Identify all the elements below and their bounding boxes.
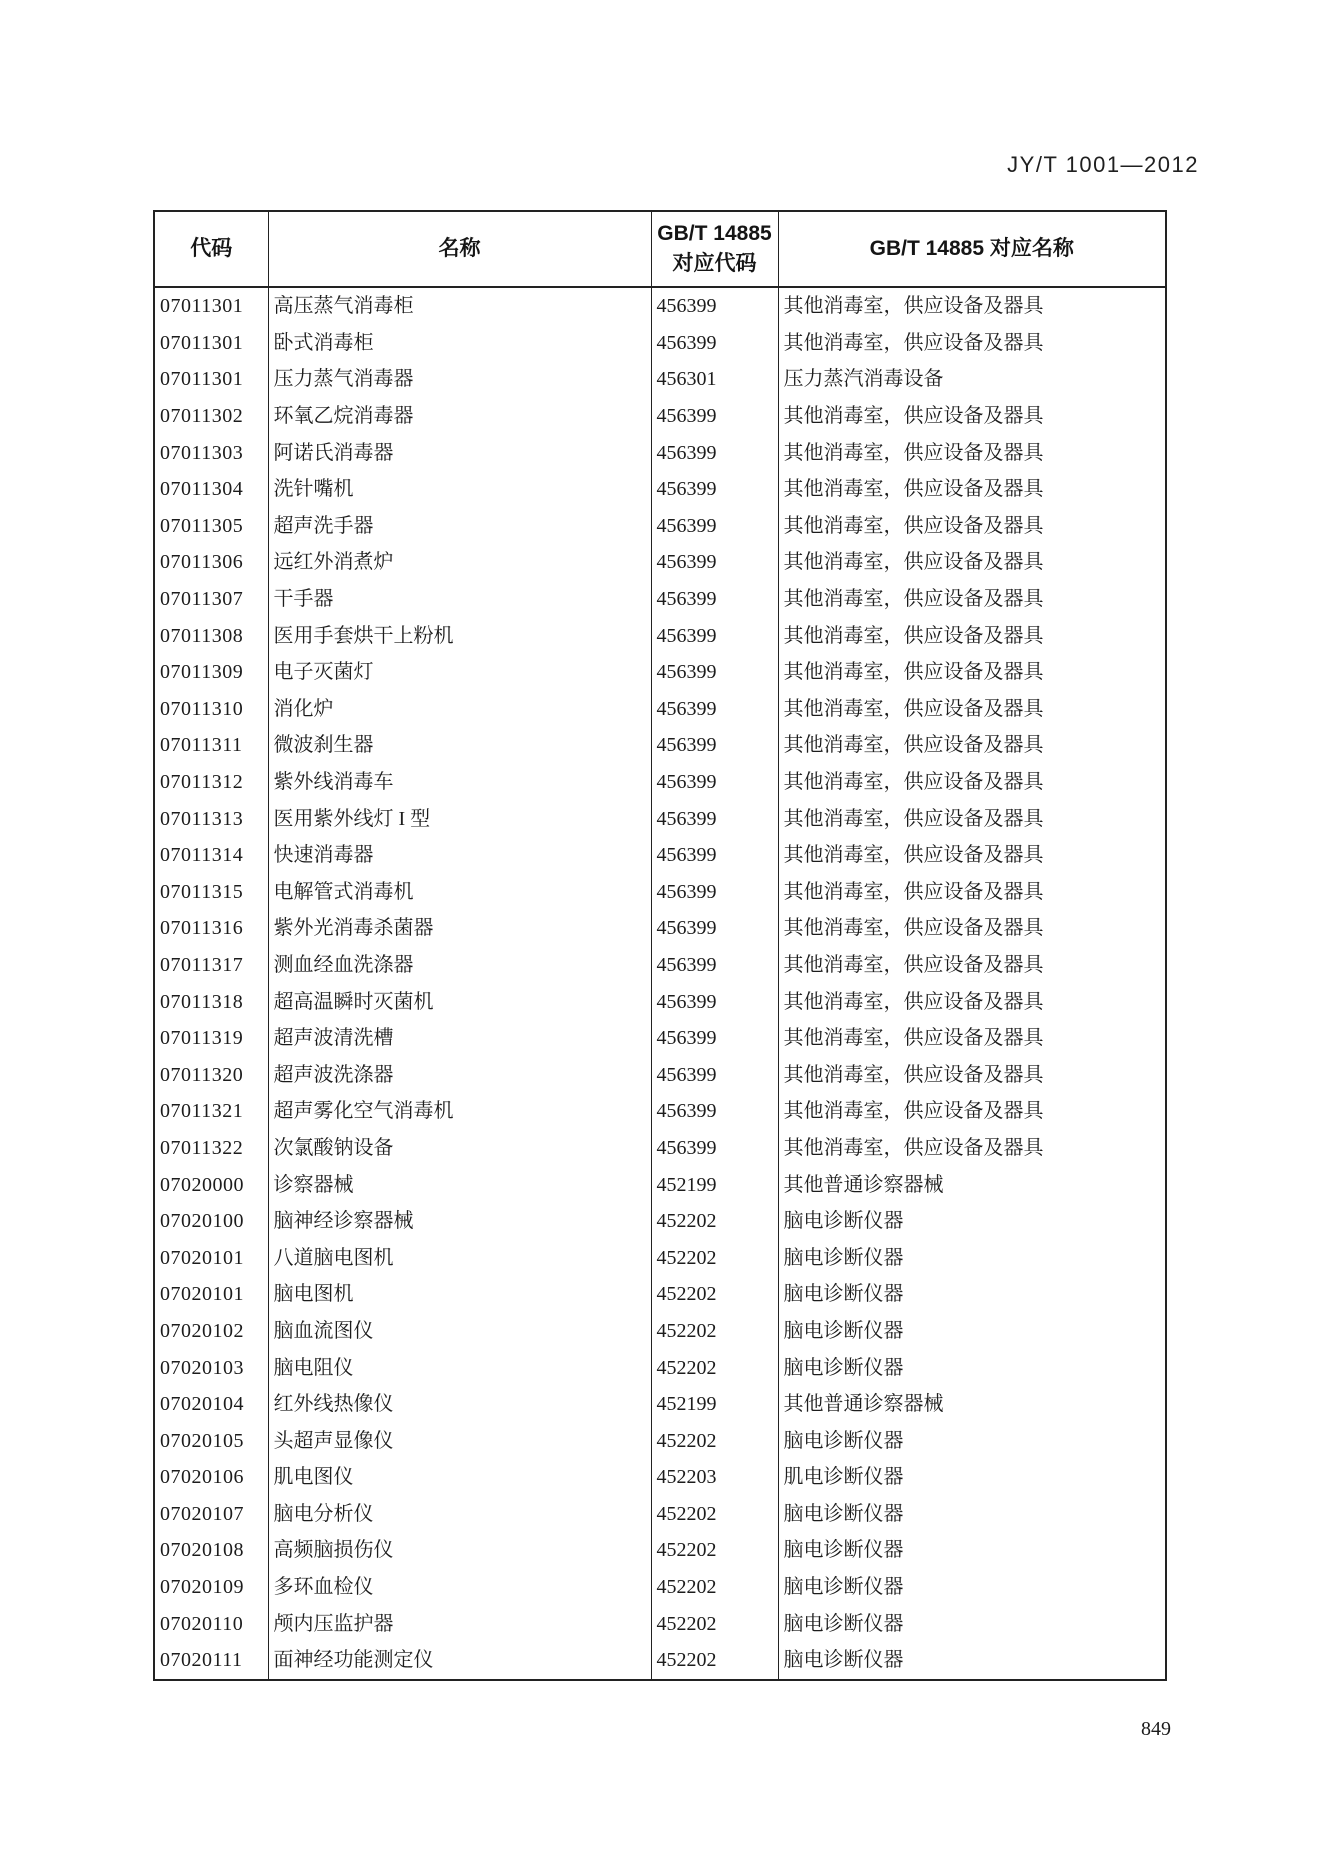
cell-name: 肌电图仪	[268, 1459, 651, 1496]
cell-name: 八道脑电图机	[268, 1239, 651, 1276]
cell-gbt-name: 脑电诊断仪器	[778, 1605, 1166, 1642]
table-row	[154, 1459, 1166, 1496]
cell-name: 微波刹生器	[268, 727, 651, 764]
cell-code: 07011311	[160, 734, 243, 757]
cell-gbt-code: 452202	[651, 1349, 778, 1386]
cell-gbt-name: 其他消毒室，供应设备及器具	[778, 947, 1166, 984]
cell-name: 电子灭菌灯	[268, 654, 651, 691]
cell-name: 医用手套烘干上粉机	[268, 617, 651, 654]
cell-gbt-name: 脑电诊断仪器	[778, 1349, 1166, 1386]
cell-code: 07011320	[160, 1063, 244, 1086]
cell-name: 电解管式消毒机	[268, 874, 651, 911]
cell-gbt-code: 456301	[651, 361, 778, 398]
cell-gbt-name: 脑电诊断仪器	[778, 1642, 1166, 1680]
table-row	[154, 983, 1166, 1020]
cell-gbt-code: 452203	[651, 1459, 778, 1496]
cell-gbt-code: 452202	[651, 1496, 778, 1533]
table-row	[154, 287, 1166, 325]
cell-gbt-name: 脑电诊断仪器	[778, 1569, 1166, 1606]
cell-name: 次氯酸钠设备	[268, 1130, 651, 1167]
cell-name: 脑神经诊察器械	[268, 1203, 651, 1240]
cell-gbt-name: 压力蒸汽消毒设备	[778, 361, 1166, 398]
table-row	[154, 691, 1166, 728]
cell-gbt-code: 456399	[651, 983, 778, 1020]
cell-name: 远红外消煮炉	[268, 544, 651, 581]
cell-code: 07020101	[160, 1246, 244, 1269]
cell-code: 07011301	[160, 368, 244, 391]
cell-gbt-name: 脑电诊断仪器	[778, 1239, 1166, 1276]
col-header-name: 名称	[268, 211, 651, 287]
cell-gbt-code: 456399	[651, 800, 778, 837]
cell-code: 07011304	[160, 478, 244, 501]
cell-gbt-name: 脑电诊断仪器	[778, 1532, 1166, 1569]
header-row	[154, 211, 1166, 287]
cell-gbt-name: 其他消毒室，供应设备及器具	[778, 544, 1166, 581]
cell-gbt-code: 452202	[651, 1569, 778, 1606]
cell-gbt-name: 其他消毒室，供应设备及器具	[778, 983, 1166, 1020]
cell-name: 脑血流图仪	[268, 1313, 651, 1350]
cell-code: 07011302	[160, 405, 244, 428]
cell-gbt-code: 456399	[651, 581, 778, 618]
cell-code: 07011301	[160, 295, 244, 318]
cell-code: 07011316	[160, 917, 244, 940]
cell-gbt-name: 其他消毒室，供应设备及器具	[778, 471, 1166, 508]
cell-code: 07011318	[160, 990, 244, 1013]
cell-gbt-code: 456399	[651, 1093, 778, 1130]
table-row	[154, 1093, 1166, 1130]
cell-name: 紫外线消毒车	[268, 764, 651, 801]
table-row	[154, 764, 1166, 801]
table-row	[154, 727, 1166, 764]
cell-code: 07011308	[160, 624, 244, 647]
cell-code: 07020102	[160, 1319, 244, 1342]
mapping-table	[153, 210, 1167, 1681]
table-row	[154, 1020, 1166, 1057]
cell-code: 07011314	[160, 844, 244, 867]
cell-name: 颅内压监护器	[268, 1605, 651, 1642]
cell-name: 超声波洗涤器	[268, 1056, 651, 1093]
cell-gbt-name: 其他消毒室，供应设备及器具	[778, 764, 1166, 801]
doc-standard-number: JY/T 1001—2012	[1007, 152, 1199, 177]
cell-gbt-name: 其他消毒室，供应设备及器具	[778, 691, 1166, 728]
table-row	[154, 874, 1166, 911]
table-row	[154, 1532, 1166, 1569]
cell-gbt-name: 其他消毒室，供应设备及器具	[778, 837, 1166, 874]
cell-code: 07011301	[160, 331, 244, 354]
col-header-gbt-code	[651, 211, 778, 287]
cell-code: 07011315	[160, 880, 244, 903]
table-row	[154, 361, 1166, 398]
table-row	[154, 910, 1166, 947]
cell-gbt-name: 其他消毒室，供应设备及器具	[778, 325, 1166, 362]
cell-gbt-name: 其他消毒室，供应设备及器具	[778, 910, 1166, 947]
cell-code: 07020104	[160, 1393, 244, 1416]
table-row	[154, 544, 1166, 581]
cell-code: 07011306	[160, 551, 244, 574]
cell-code: 07011313	[160, 807, 244, 830]
cell-name: 诊察器械	[268, 1166, 651, 1203]
table-row	[154, 581, 1166, 618]
cell-gbt-code: 452202	[651, 1642, 778, 1680]
cell-name: 脑电阻仪	[268, 1349, 651, 1386]
cell-gbt-name: 脑电诊断仪器	[778, 1422, 1166, 1459]
cell-gbt-code: 456399	[651, 544, 778, 581]
cell-gbt-code: 456399	[651, 947, 778, 984]
table-row	[154, 1276, 1166, 1313]
cell-gbt-code: 456399	[651, 398, 778, 435]
cell-gbt-code: 452199	[651, 1166, 778, 1203]
cell-gbt-code: 456399	[651, 508, 778, 545]
cell-gbt-code: 452202	[651, 1422, 778, 1459]
table-row	[154, 1130, 1166, 1167]
table-row	[154, 471, 1166, 508]
table-row	[154, 800, 1166, 837]
cell-name: 脑电分析仪	[268, 1496, 651, 1533]
cell-gbt-code: 452199	[651, 1386, 778, 1423]
cell-gbt-name: 脑电诊断仪器	[778, 1203, 1166, 1240]
cell-gbt-code: 452202	[651, 1605, 778, 1642]
cell-name: 头超声显像仪	[268, 1422, 651, 1459]
cell-name: 多环血检仪	[268, 1569, 651, 1606]
cell-name: 脑电图机	[268, 1276, 651, 1313]
col-header-code: 代码	[154, 211, 268, 287]
cell-gbt-name: 其他消毒室，供应设备及器具	[778, 874, 1166, 911]
table-row	[154, 1422, 1166, 1459]
cell-code: 07020107	[160, 1502, 244, 1525]
table-row	[154, 617, 1166, 654]
table-row	[154, 1642, 1166, 1680]
table-row	[154, 1605, 1166, 1642]
cell-code: 07020101	[160, 1283, 244, 1306]
cell-name: 超声波清洗槽	[268, 1020, 651, 1057]
cell-code: 07011322	[160, 1136, 244, 1159]
cell-code: 07020105	[160, 1429, 244, 1452]
cell-gbt-code: 452202	[651, 1203, 778, 1240]
cell-code: 07020108	[160, 1539, 244, 1562]
cell-name: 超高温瞬时灭菌机	[268, 983, 651, 1020]
table-row	[154, 1386, 1166, 1423]
cell-name: 高压蒸气消毒柜	[268, 287, 651, 325]
cell-gbt-name: 其他消毒室，供应设备及器具	[778, 398, 1166, 435]
cell-name: 医用紫外线灯 I 型	[268, 800, 651, 837]
cell-gbt-code: 456399	[651, 874, 778, 911]
cell-code: 07020106	[160, 1466, 244, 1489]
cell-gbt-code: 452202	[651, 1239, 778, 1276]
table-row	[154, 1496, 1166, 1533]
cell-code: 07020110	[160, 1612, 244, 1635]
table-row	[154, 1239, 1166, 1276]
cell-gbt-code: 456399	[651, 287, 778, 325]
cell-code: 07011305	[160, 514, 244, 537]
table-row	[154, 837, 1166, 874]
cell-name: 环氧乙烷消毒器	[268, 398, 651, 435]
table-row	[154, 1203, 1166, 1240]
cell-gbt-code: 456399	[651, 434, 778, 471]
cell-code: 07011317	[160, 953, 244, 976]
cell-gbt-name: 脑电诊断仪器	[778, 1496, 1166, 1533]
cell-name: 超声洗手器	[268, 508, 651, 545]
cell-code: 07011321	[160, 1100, 244, 1123]
table-row	[154, 434, 1166, 471]
cell-gbt-name: 其他消毒室，供应设备及器具	[778, 508, 1166, 545]
cell-gbt-code: 456399	[651, 325, 778, 362]
cell-gbt-code: 456399	[651, 654, 778, 691]
cell-gbt-name: 其他普通诊察器械	[778, 1166, 1166, 1203]
cell-name: 压力蒸气消毒器	[268, 361, 651, 398]
cell-gbt-code: 456399	[651, 1130, 778, 1167]
cell-gbt-name: 肌电诊断仪器	[778, 1459, 1166, 1496]
col-header-gbt-name: GB/T 14885 对应名称	[778, 211, 1166, 287]
col-header-gbt-code-line1: GB/T 14885	[657, 221, 772, 245]
cell-gbt-code: 456399	[651, 727, 778, 764]
cell-gbt-code: 452202	[651, 1276, 778, 1313]
cell-gbt-name: 脑电诊断仪器	[778, 1276, 1166, 1313]
table-row	[154, 1056, 1166, 1093]
cell-code: 07020000	[160, 1173, 244, 1196]
cell-name: 卧式消毒柜	[268, 325, 651, 362]
cell-name: 干手器	[268, 581, 651, 618]
cell-gbt-name: 其他消毒室，供应设备及器具	[778, 1056, 1166, 1093]
cell-gbt-name: 其他消毒室，供应设备及器具	[778, 1093, 1166, 1130]
cell-gbt-name: 其他普通诊察器械	[778, 1386, 1166, 1423]
table-row	[154, 1349, 1166, 1386]
cell-gbt-name: 其他消毒室，供应设备及器具	[778, 617, 1166, 654]
cell-gbt-name: 其他消毒室，供应设备及器具	[778, 287, 1166, 325]
cell-code: 07011303	[160, 441, 244, 464]
cell-gbt-name: 其他消毒室，供应设备及器具	[778, 727, 1166, 764]
cell-name: 面神经功能测定仪	[268, 1642, 651, 1680]
cell-name: 消化炉	[268, 691, 651, 728]
cell-code: 07020103	[160, 1356, 244, 1379]
cell-code: 07020109	[160, 1576, 244, 1599]
cell-gbt-code: 456399	[651, 910, 778, 947]
table-row	[154, 1166, 1166, 1203]
cell-gbt-code: 456399	[651, 691, 778, 728]
cell-name: 测血经血洗涤器	[268, 947, 651, 984]
cell-name: 紫外光消毒杀菌器	[268, 910, 651, 947]
cell-code: 07011319	[160, 1027, 244, 1050]
cell-gbt-code: 456399	[651, 1020, 778, 1057]
cell-name: 快速消毒器	[268, 837, 651, 874]
cell-code: 07011309	[160, 661, 244, 684]
cell-code: 07011312	[160, 771, 244, 794]
cell-gbt-code: 456399	[651, 471, 778, 508]
table-row	[154, 508, 1166, 545]
cell-gbt-code: 456399	[651, 764, 778, 801]
table-row	[154, 398, 1166, 435]
table-header	[154, 211, 1166, 287]
cell-gbt-name: 其他消毒室，供应设备及器具	[778, 1130, 1166, 1167]
cell-gbt-name: 其他消毒室，供应设备及器具	[778, 581, 1166, 618]
table-row	[154, 1569, 1166, 1606]
cell-gbt-name: 其他消毒室，供应设备及器具	[778, 800, 1166, 837]
cell-name: 红外线热像仪	[268, 1386, 651, 1423]
table-row	[154, 325, 1166, 362]
cell-gbt-code: 452202	[651, 1532, 778, 1569]
cell-gbt-name: 脑电诊断仪器	[778, 1313, 1166, 1350]
cell-name: 超声雾化空气消毒机	[268, 1093, 651, 1130]
cell-name: 洗针嘴机	[268, 471, 651, 508]
table-row	[154, 947, 1166, 984]
cell-code: 07020100	[160, 1210, 244, 1233]
cell-gbt-code: 456399	[651, 837, 778, 874]
cell-gbt-name: 其他消毒室，供应设备及器具	[778, 654, 1166, 691]
cell-name: 阿诺氏消毒器	[268, 434, 651, 471]
table-row	[154, 654, 1166, 691]
table-body	[154, 287, 1166, 1680]
cell-gbt-code: 456399	[651, 617, 778, 654]
cell-code: 07020111	[160, 1649, 243, 1672]
cell-gbt-name: 其他消毒室，供应设备及器具	[778, 1020, 1166, 1057]
cell-code: 07011310	[160, 697, 244, 720]
cell-gbt-name: 其他消毒室，供应设备及器具	[778, 434, 1166, 471]
cell-gbt-code: 452202	[651, 1313, 778, 1350]
col-header-gbt-code-line2: 对应代码	[672, 252, 757, 275]
page-number: 849	[1141, 1718, 1171, 1740]
cell-gbt-code: 456399	[651, 1056, 778, 1093]
cell-code: 07011307	[160, 588, 244, 611]
cell-name: 高频脑损伤仪	[268, 1532, 651, 1569]
table-row	[154, 1313, 1166, 1350]
